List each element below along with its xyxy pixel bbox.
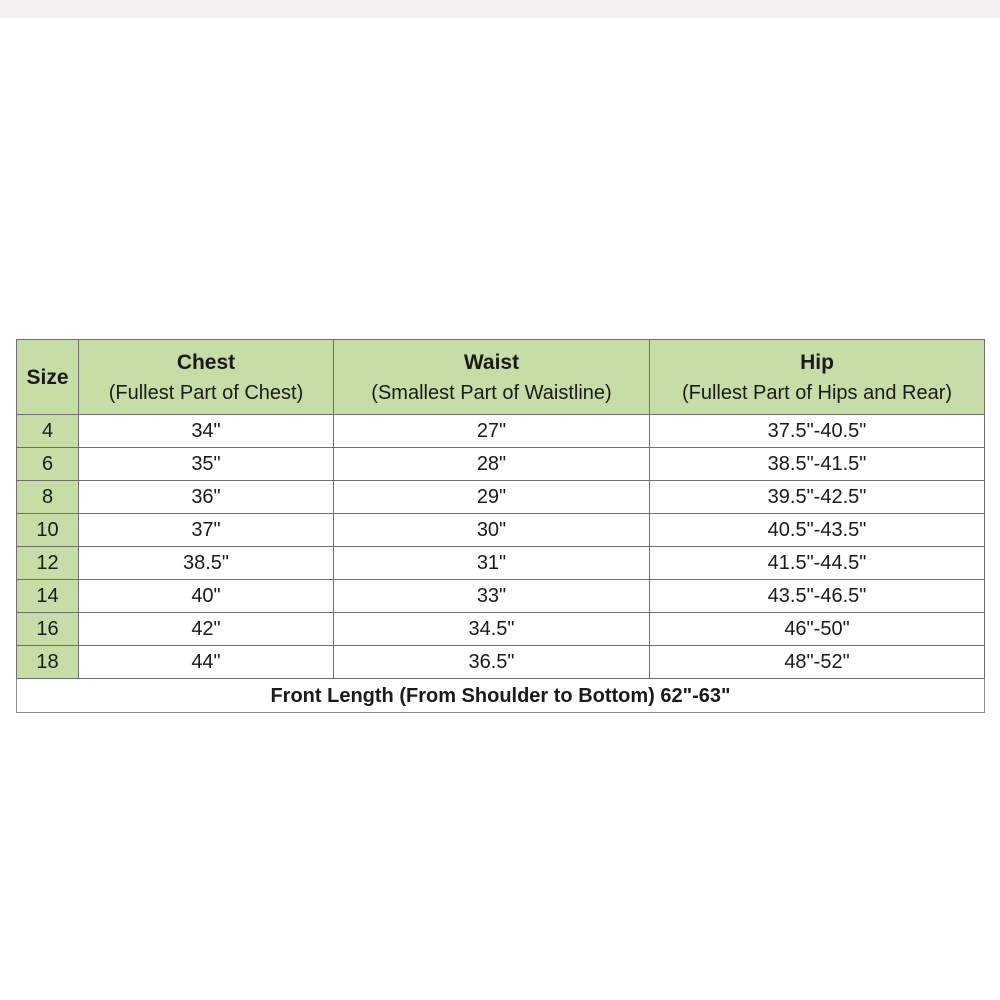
waist-cell: 28" [334, 448, 650, 481]
table-row [17, 547, 985, 580]
hip-cell: 39.5"-42.5" [650, 481, 985, 514]
hip-cell: 48"-52" [650, 646, 985, 679]
hip-cell: 37.5"-40.5" [650, 415, 985, 448]
chest-header-title: Chest [176, 350, 236, 374]
hip-cell: 40.5"-43.5" [650, 514, 985, 547]
size-header-label: Size [26, 365, 69, 389]
chest-header-cell [79, 340, 334, 415]
front-length-note: Front Length (From Shoulder to Bottom) 62"-63" [17, 679, 985, 713]
table-row [17, 448, 985, 481]
chest-cell: 35" [79, 448, 334, 481]
waist-cell: 27" [334, 415, 650, 448]
table-row [17, 580, 985, 613]
size-header-cell [17, 340, 79, 415]
hip-cell: 38.5"-41.5" [650, 448, 985, 481]
size-cell: 14 [17, 580, 79, 613]
size-cell: 12 [17, 547, 79, 580]
waist-cell: 31" [334, 547, 650, 580]
header-row [17, 340, 985, 415]
top-strip [0, 0, 1000, 18]
size-cell: 18 [17, 646, 79, 679]
hip-header-cell [650, 340, 985, 415]
hip-header-subtitle: (Fullest Part of Hips and Rear) [681, 381, 953, 404]
chest-header-subtitle: (Fullest Part of Chest) [108, 381, 304, 404]
waist-cell: 34.5" [334, 613, 650, 646]
waist-cell: 36.5" [334, 646, 650, 679]
hip-header-title: Hip [800, 350, 834, 374]
chest-cell: 36" [79, 481, 334, 514]
hip-cell: 46"-50" [650, 613, 985, 646]
hip-cell: 41.5"-44.5" [650, 547, 985, 580]
chest-cell: 38.5" [79, 547, 334, 580]
table-row [17, 646, 985, 679]
size-cell: 8 [17, 481, 79, 514]
table-row [17, 415, 985, 448]
chest-cell: 42" [79, 613, 334, 646]
chest-cell: 37" [79, 514, 334, 547]
size-cell: 10 [17, 514, 79, 547]
waist-cell: 33" [334, 580, 650, 613]
size-cell: 6 [17, 448, 79, 481]
waist-cell: 30" [334, 514, 650, 547]
size-chart-table [16, 339, 985, 713]
chest-cell: 34" [79, 415, 334, 448]
footer-row [17, 679, 985, 713]
size-cell: 4 [17, 415, 79, 448]
table-row [17, 613, 985, 646]
waist-header-cell [334, 340, 650, 415]
table-row [17, 481, 985, 514]
size-cell: 16 [17, 613, 79, 646]
table-row [17, 514, 985, 547]
waist-header-title: Waist [463, 350, 520, 374]
hip-cell: 43.5"-46.5" [650, 580, 985, 613]
waist-header-subtitle: (Smallest Part of Waistline) [371, 381, 612, 404]
chest-cell: 44" [79, 646, 334, 679]
waist-cell: 29" [334, 481, 650, 514]
chest-cell: 40" [79, 580, 334, 613]
